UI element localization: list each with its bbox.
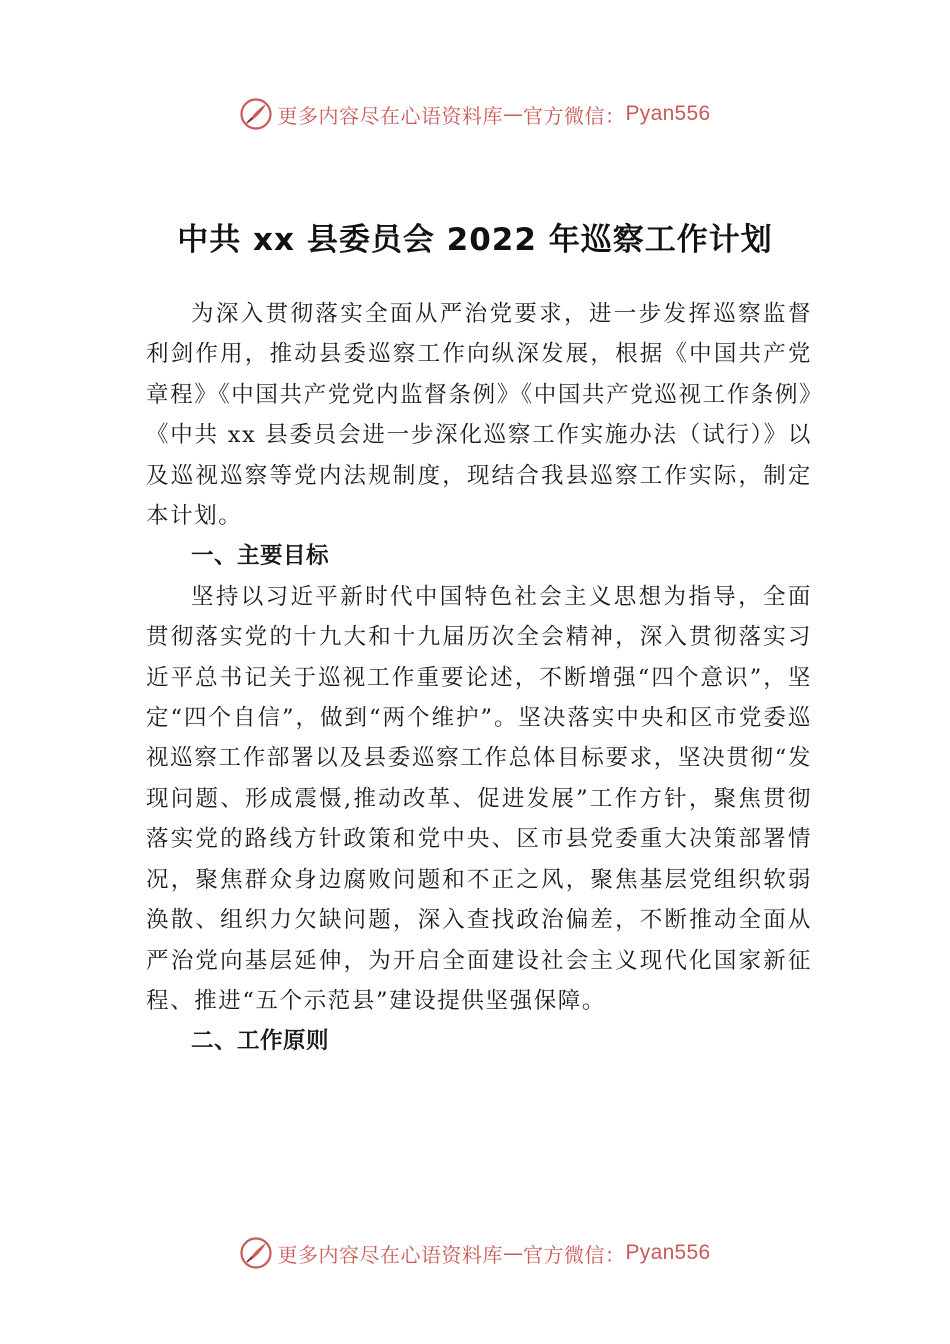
watermark-wechat-id: Pyan556 xyxy=(625,1241,711,1264)
quill-logo-icon xyxy=(239,97,273,131)
document-title: 中共 xx 县委员会 2022 年巡察工作计划 xyxy=(177,222,773,258)
header-watermark xyxy=(0,94,950,134)
quill-logo-icon xyxy=(239,1236,273,1270)
footer-watermark xyxy=(0,1233,950,1273)
intro-paragraph: 为深入贯彻落实全面从严治党要求，进一步发挥巡察监督利剑作用，推动县委巡察工作向纵深发展，根据《中国共产党章程》《中国共产党党内监督条例》《中国共产党巡视工作条例》《中共 xx 县委员会进一步深化巡察工作实施办法（试行）》以及巡视巡察等党内法规制度，现结合我县巡察工作实际，制定本计划。 xyxy=(146,301,812,530)
watermark-wechat-label: 官方微信： xyxy=(522,103,626,128)
main-goals-paragraph: 坚持以习近平新时代中国特色社会主义思想为指导，全面贯彻落实党的十九大和十九届历次全会精神，深入贯彻落实习近平总书记关于巡视工作重要论述，不断增强“四个意识”，坚定“四个自信”，做到“两个维护”。坚决落实中央和区市党委巡视巡察工作部署以及县委巡察工作总体目标要求，坚决贯彻“发现问题、形成震慑,推动改革、促进发展”工作方针，聚焦贯彻落实党的路线方针政策和党中央、区市县党委重大决策部署情况，聚焦群众身边腐败问题和不正之风，聚焦基层党组织软弱涣散、组织力欠缺问题，深入查找政治偏差，不断推动全面从严治党向基层延伸，为开启全面建设社会主义现代化国家新征程、推进“五个示范县”建设提供坚强保障。 xyxy=(146,583,812,1014)
section-heading-work-principles: 二、工作原则 xyxy=(191,1028,330,1055)
watermark-separator: — xyxy=(502,102,523,126)
watermark-separator: — xyxy=(502,1241,523,1265)
document-body xyxy=(146,294,812,1062)
watermark-wechat-id: Pyan556 xyxy=(625,102,711,125)
watermark-text: 更多内容尽在心语资料库 xyxy=(277,103,503,128)
section-heading-main-goals: 一、主要目标 xyxy=(191,543,330,570)
watermark-text: 更多内容尽在心语资料库 xyxy=(277,1242,503,1267)
watermark-wechat-label: 官方微信： xyxy=(522,1242,626,1267)
